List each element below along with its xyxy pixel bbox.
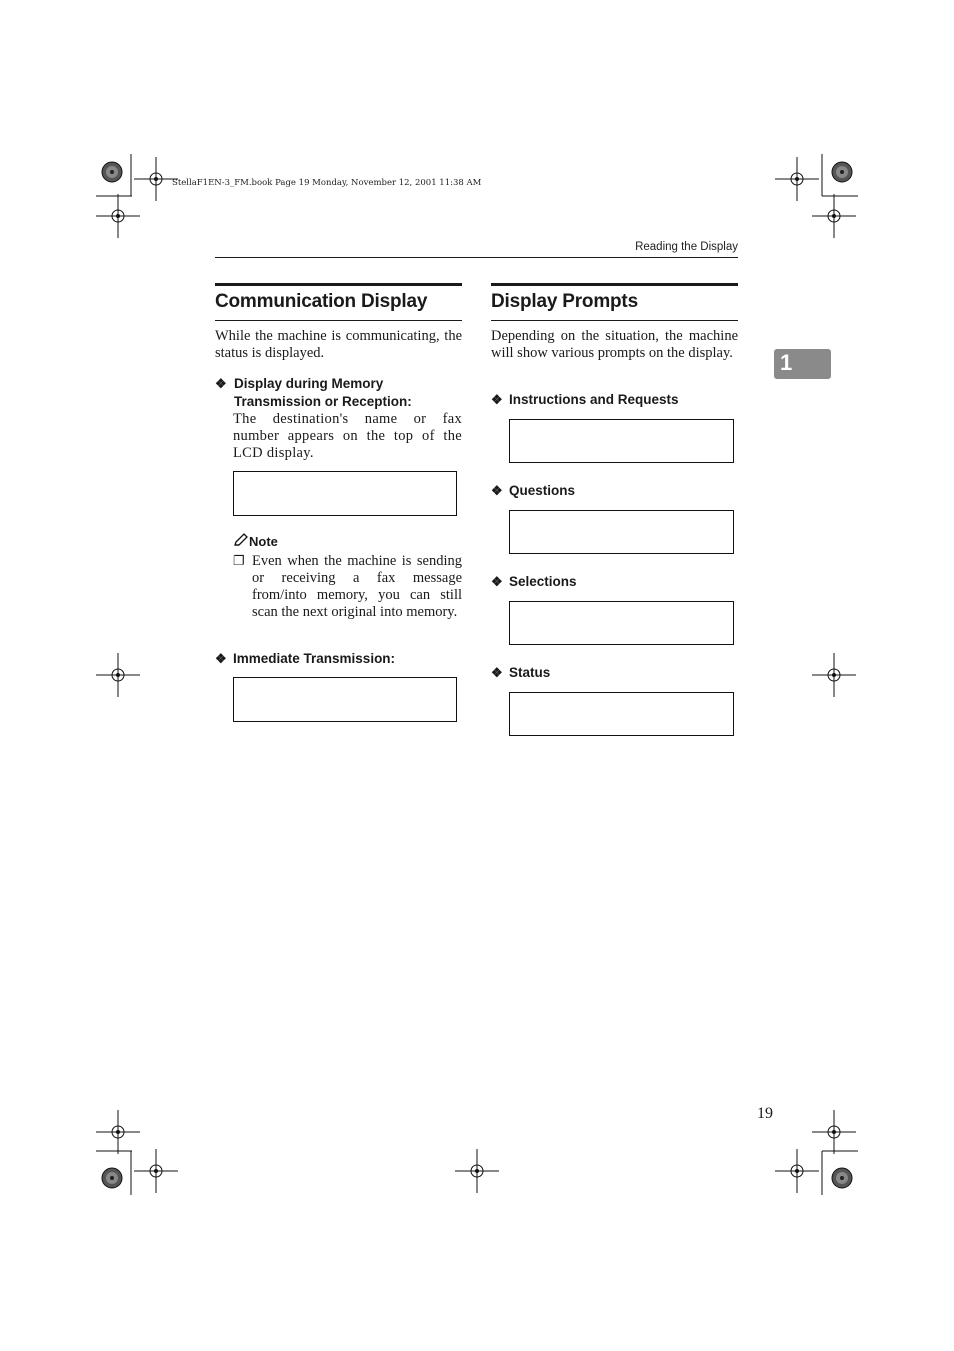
pencil-note-icon [233,533,249,547]
lcd-memory [233,471,457,516]
diamond-bullet-icon: ❖ [215,651,227,666]
selections-heading: ❖ Selections [491,574,577,589]
lcd-immediate [233,677,457,722]
chapter-tab: 1 [774,349,831,379]
section-title-prompts: Display Prompts [491,291,638,312]
section-title-communication: Communication Display [215,291,428,312]
immediate-heading: ❖ Immediate Transmission: [215,651,396,666]
memory-text: The destination's name or fax number appears on the top of the LCD display. [233,411,462,461]
lcd-line [510,462,733,463]
diamond-bullet-icon: ❖ [491,483,503,498]
section-rule [215,283,462,286]
lcd-line [510,553,733,554]
diamond-bullet-icon: ❖ [491,392,503,407]
running-head: Reading the Display [635,241,738,253]
note-item [233,553,462,621]
section-rule [215,320,462,321]
diamond-bullet-icon: ❖ [491,665,503,680]
lcd-line [510,644,733,645]
page-number: 19 [757,1105,773,1122]
header-rule [215,257,738,258]
checkbox-icon: ❐ [233,553,245,568]
section-rule [491,320,738,321]
file-header: StellaF1EN-3_FM.book Page 19 Monday, November 12, 2001 11:38 AM [172,178,482,188]
memory-heading: ❖ Display during Memory Transmission or Reception: [215,376,412,409]
section-rule [491,283,738,286]
note-text: Even when the machine is sending or receiving a fax message from/into memory, you can still scan the next original into memory. [252,553,462,620]
lcd-selections [509,601,734,645]
lcd-questions [509,510,734,554]
lcd-instructions [509,419,734,463]
note-heading: Note [233,533,278,549]
diamond-bullet-icon: ❖ [491,574,503,589]
questions-heading: ❖ Questions [491,483,576,498]
lcd-line [234,514,456,516]
communication-intro: While the machine is communicating, the status is displayed. [215,328,462,361]
instructions-heading: ❖ Instructions and Requests [491,392,679,407]
lcd-status [509,692,734,736]
status-heading: ❖ Status [491,665,551,680]
prompts-intro: Depending on the situation, the machine will show various prompts on the display. [491,328,738,361]
lcd-line [234,720,456,722]
diamond-bullet-icon: ❖ [215,376,227,391]
lcd-line [510,735,733,736]
